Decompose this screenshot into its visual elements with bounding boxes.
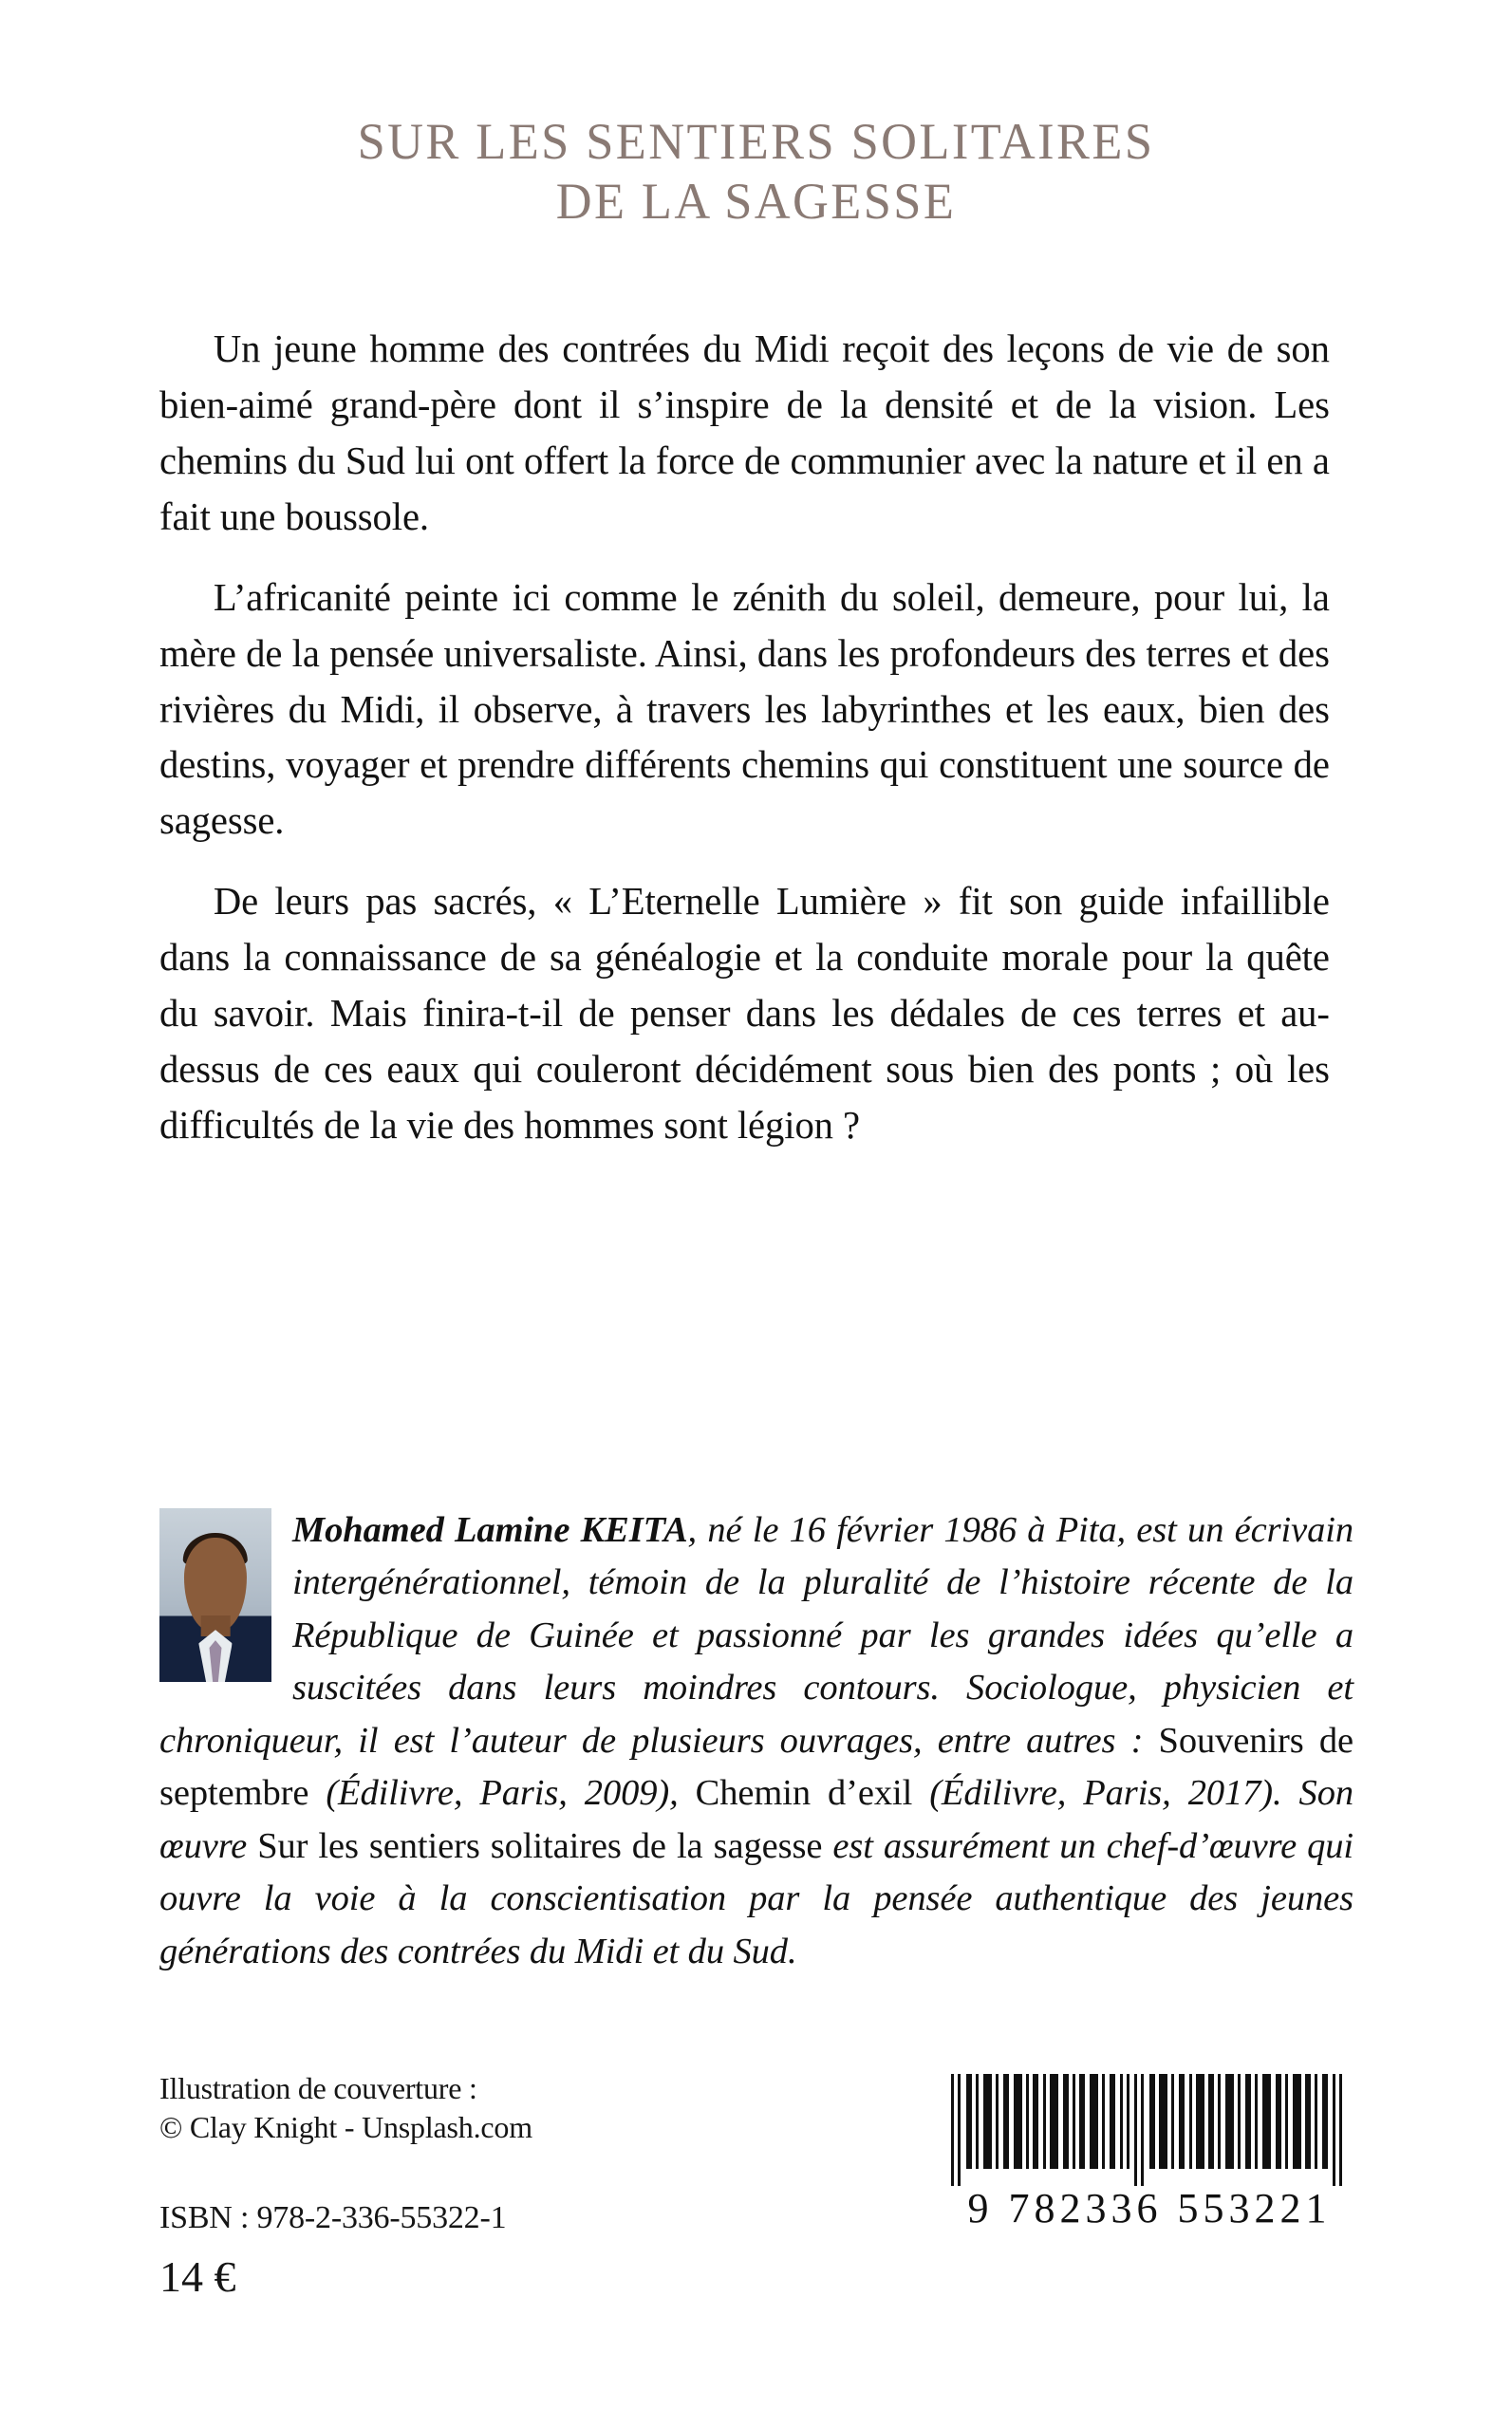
price-text: 14 € [159,2251,236,2301]
blurb-text [159,321,1353,1153]
book-title [0,112,1512,231]
blurb-paragraph-1: Un jeune homme des contrées du Midi reçoit des leçons de vie de son bien-aimé grand-père dont il s’inspire de la densité et de la vision. Les chemins du Sud lui ont offert la force de communier avec la nature et il en a fait une boussole. [159,327,1330,538]
bio-segment-1: , né le 16 février 1986 à Pita, est un écrivain intergénérationnel, témoin de la pluralité de l’histoire récente de la République de Guinée et passionné par les grandes idées qu’elle a suscitées dans leurs moindres contours. Sociologue, physicien et chroniqueur, il est l’auteur de plusieurs ouvrages, entre autres : [159,1510,1353,1761]
work-title-2: Chemin d’exil [695,1773,913,1814]
author-bio-text [159,1504,1353,1978]
bio-segment-2: (Édilivre, Paris, 2009), [308,1773,696,1814]
author-bio [159,1504,1353,1978]
bio-segment-4: est assurément un chef-d’œuvre qui ouvre la voie à la conscientisation par la pensée authentique des jeunes générations des contrées du Midi et du Sud. [159,1825,1354,1971]
author-photo [159,1508,271,1682]
title-line-2: DE LA SAGESSE [555,172,957,230]
barcode [945,2074,1353,2232]
barcode-digits: 9 782336 553221 [967,2185,1332,2232]
cover-credit-label: Illustration de couverture : [159,2071,477,2105]
author-name: Mohamed Lamine KEITA [292,1510,688,1550]
cover-credit-value: © Clay Knight - Unsplash.com [159,2109,532,2144]
blurb-paragraph-3: De leurs pas sacrés, « L’Eternelle Lumière » fit son guide infaillible dans la connaissance de sa généalogie et la conduite morale pour la quête du savoir. Mais finira-t-il de penser dans les dédales de ces terres et au-dessus de ces eaux qui couleront décidément sous bien des ponts ; où les difficultés de la vie des hommes sont légion ? [159,879,1330,1147]
bio-segment-3: (Édilivre, Paris, 2017). Son œuvre [159,1773,1354,1866]
barcode-bars [945,2074,1353,2186]
isbn-text: ISBN : 978-2-336-55322-1 [159,2199,507,2235]
title-line-1: SUR LES SENTIERS SOLITAIRES [357,113,1155,170]
work-title-1: Souvenirs de septembre [159,1720,1354,1814]
work-title-3: Sur les sentiers solitaires de la sagesse [257,1825,823,1866]
blurb-paragraph-2: L’africanité peinte ici comme le zénith du soleil, demeure, pour lui, la mère de la pensée universaliste. Ainsi, dans les profondeurs des terres et des rivières du Midi, il observe, à travers les labyrinthes et les eaux, bien des destins, voyager et prendre différents chemins qui constituent une source de sagesse. [159,574,1330,843]
